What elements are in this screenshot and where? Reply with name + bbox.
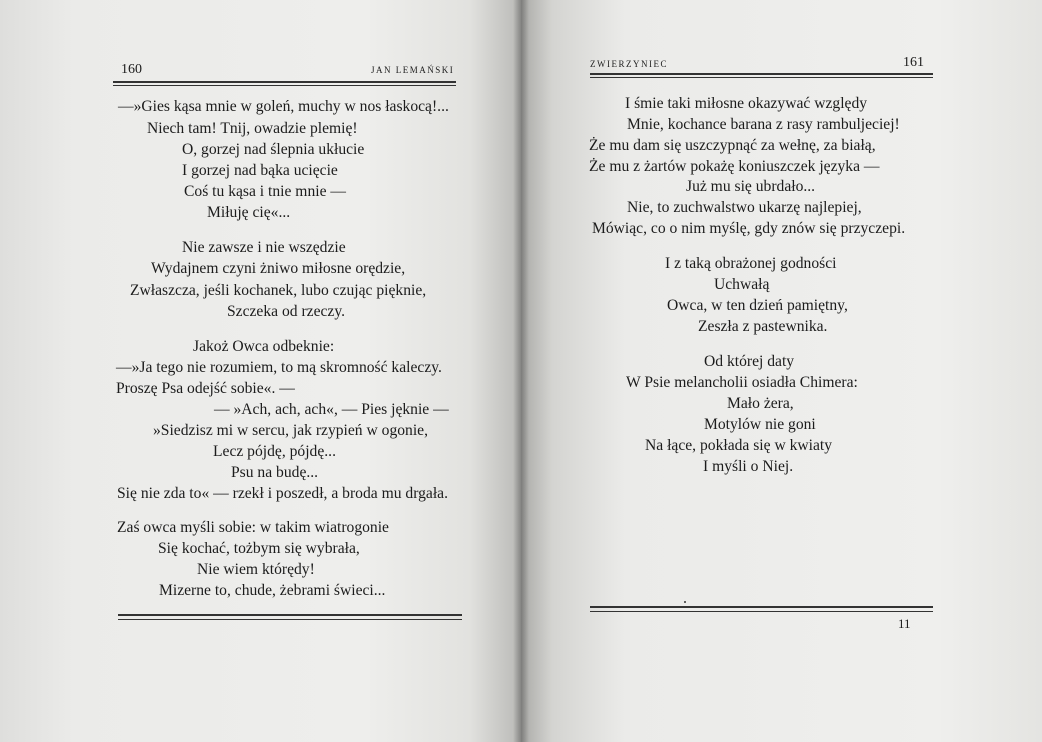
verse-line: Coś tu kąsa i tnie mnie —	[184, 183, 346, 200]
printer-signature: 11	[898, 616, 911, 631]
verse-line: Motylów nie goni	[704, 416, 816, 433]
verse-line: Mało żera,	[727, 395, 794, 412]
verse-line: Wydajnem czyni żniwo miłosne orędzie,	[151, 260, 406, 277]
verse-line: Nie, to zuchwalstwo ukarzę najlepiej,	[627, 199, 862, 216]
verse-line: —»Ja tego nie rozumiem, to mą skromność kaleczy.	[116, 359, 442, 376]
book-gutter	[513, 0, 529, 742]
verse-line: Już mu się ubrdało...	[686, 178, 816, 195]
verse-line: Psu na budę...	[231, 464, 319, 481]
verse-line: Że mu dam się uszczypnąć za wełnę, za białą,	[589, 137, 876, 154]
verse-line: Niech tam! Tnij, owadzie plemię!	[147, 120, 358, 137]
verse-line: Jakoż Owca odbeknie:	[193, 338, 335, 355]
header-rule	[113, 81, 456, 83]
verse-line: Że mu z żartów pokażę koniuszczek języka —	[589, 158, 880, 175]
verse-line: I z taką obrażonej godności	[665, 255, 837, 272]
header-rule-thin	[590, 77, 933, 78]
verse-line: Zwłaszcza, jeśli kochanek, lubo czując pięknie,	[130, 282, 427, 299]
verse-line: W Psie melancholii osiadła Chimera:	[626, 374, 858, 391]
page-number: 161	[903, 55, 924, 70]
verse-line: Uchwałą	[714, 276, 770, 293]
running-head: JAN LEMAŃSKI	[371, 65, 455, 75]
verse-line: I śmie taki miłosne okazywać względy	[625, 95, 868, 112]
verse-line: — »Ach, ach, ach«, — Pies jęknie —	[214, 401, 449, 418]
footer-rule-thin	[590, 611, 933, 612]
footer-rule	[118, 614, 462, 616]
page-number: 160	[121, 62, 142, 77]
verse-line: Owca, w ten dzień pamiętny,	[667, 297, 848, 314]
verse-line: Się nie zda to« — rzekł i poszedł, a broda mu drgała.	[117, 485, 448, 502]
verse-line: I myśli o Niej.	[703, 458, 794, 475]
footer-rule-thin	[118, 619, 462, 620]
verse-line: Zeszła z pastewnika.	[698, 318, 828, 335]
header-rule	[590, 73, 933, 75]
verse-line: Mówiąc, co o nim myślę, gdy znów się przyczepi.	[592, 220, 906, 237]
verse-line: Szczeka od rzeczy.	[227, 303, 346, 320]
print-mark	[684, 601, 686, 603]
verse-line: Na łące, pokłada się w kwiaty	[645, 437, 833, 454]
verse-line: Proszę Psa odejść sobie«. —	[116, 380, 295, 397]
footer-rule	[590, 606, 933, 608]
right-page	[521, 0, 1042, 742]
verse-line: Miłuję cię«...	[207, 204, 291, 221]
verse-line: Nie wiem którędy!	[197, 561, 315, 578]
verse-line: —»Gies kąsa mnie w goleń, muchy w nos łaskocą!...	[118, 98, 449, 115]
running-head: ZWIERZYNIEC	[590, 59, 668, 69]
verse-line: Nie zawsze i nie wszędzie	[182, 239, 346, 256]
verse-line: Mizerne to, chude, żebrami świeci...	[159, 582, 386, 599]
verse-line: Od której daty	[704, 353, 795, 370]
verse-line: Zaś owca myśli sobie: w takim wiatrogonie	[117, 519, 389, 536]
verse-line: O, gorzej nad ślepnia ukłucie	[182, 141, 365, 158]
header-rule-thin	[113, 85, 456, 86]
verse-line: »Siedzisz mi w sercu, jak rzypień w ogonie,	[153, 422, 428, 439]
verse-line: Mnie, kochance barana z rasy rambuljeciej!	[627, 116, 900, 133]
verse-line: Się kochać, tożbym się wybrała,	[158, 540, 360, 557]
verse-line: Lecz pójdę, pójdę...	[213, 443, 336, 460]
verse-line: I gorzej nad bąka ucięcie	[182, 162, 338, 179]
